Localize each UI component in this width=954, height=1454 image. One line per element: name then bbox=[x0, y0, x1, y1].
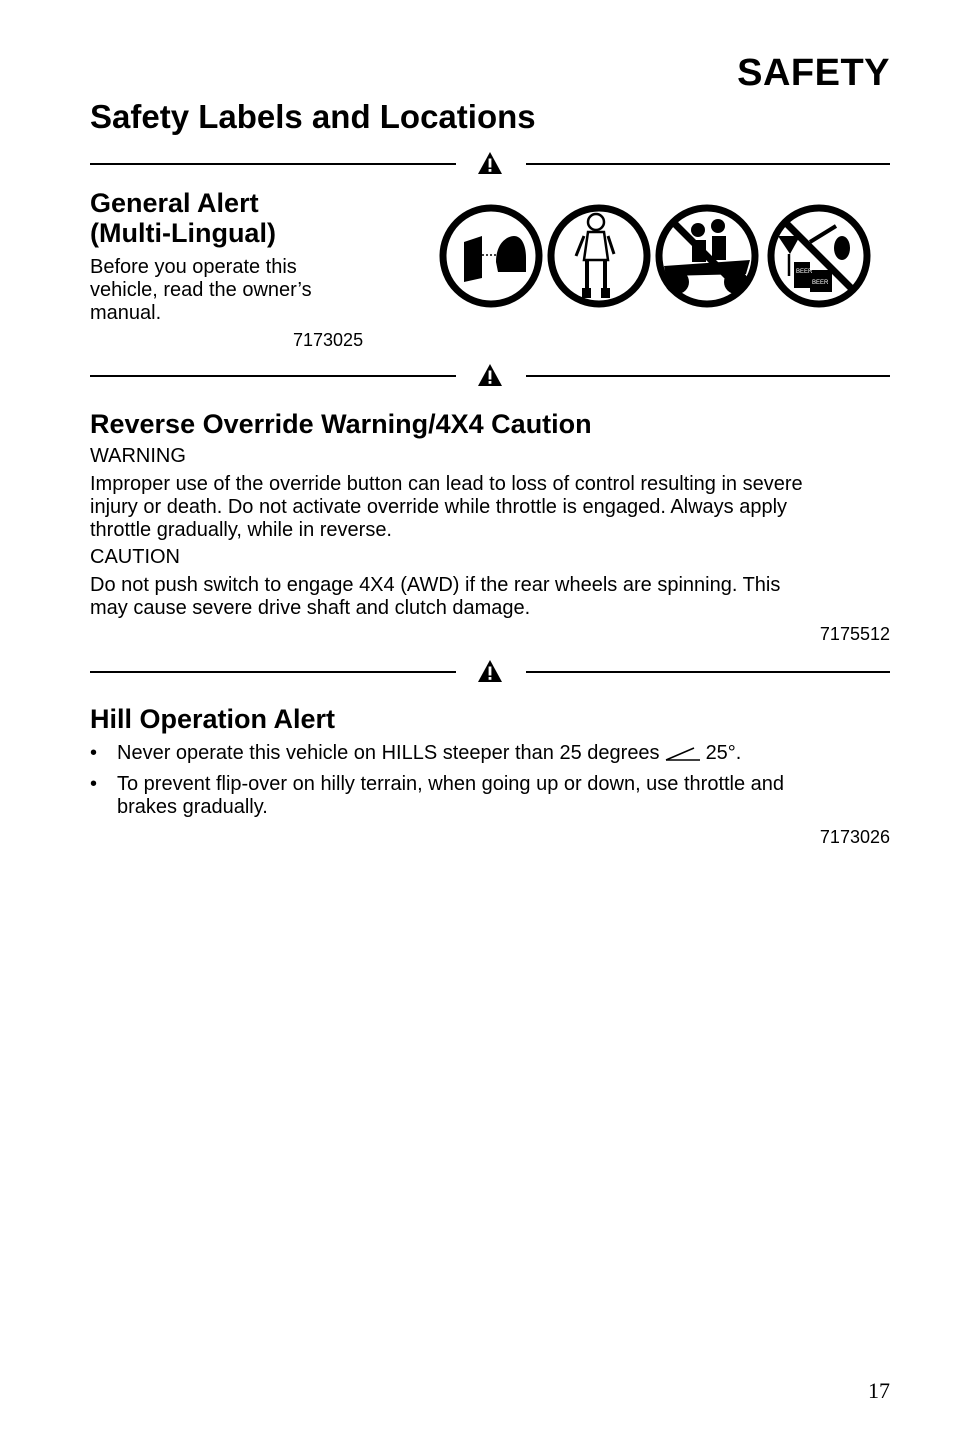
bullet: • bbox=[90, 773, 98, 795]
label-code: 7173026 bbox=[819, 827, 890, 847]
beer-label: BEER bbox=[796, 269, 813, 275]
text-line: Before you operate this bbox=[90, 256, 297, 278]
section-title: SAFETY bbox=[737, 52, 890, 94]
general-alert-title bbox=[90, 188, 276, 248]
caution-label: CAUTION bbox=[90, 546, 180, 568]
no-passenger-icon bbox=[659, 208, 755, 304]
warning-text bbox=[90, 473, 803, 542]
divider-line bbox=[90, 375, 456, 377]
read-manual-icon bbox=[443, 208, 539, 304]
hill-operation-title: Hill Operation Alert bbox=[90, 704, 336, 734]
text-line: manual. bbox=[90, 302, 162, 324]
general-alert-text bbox=[90, 256, 312, 325]
label-code: 7173025 bbox=[293, 330, 364, 350]
pictogram-strip bbox=[438, 200, 874, 312]
divider-line bbox=[90, 671, 456, 673]
bullet: • bbox=[90, 742, 98, 764]
warning-triangle-icon bbox=[477, 659, 503, 683]
reverse-override-title: Reverse Override Warning/4X4 Caution bbox=[90, 409, 592, 439]
list-item bbox=[90, 773, 890, 819]
label-code: 7175512 bbox=[819, 624, 890, 644]
text-line: To prevent flip-over on hilly terrain, when going up or down, use throttle and bbox=[117, 773, 785, 795]
protective-gear-icon bbox=[551, 208, 647, 304]
divider-line bbox=[526, 163, 890, 165]
hill-operation-list bbox=[90, 742, 890, 827]
slope-angle-icon bbox=[664, 746, 702, 762]
caution-text bbox=[90, 574, 780, 620]
divider bbox=[90, 659, 890, 685]
text-line: brakes gradually. bbox=[117, 796, 268, 818]
divider-line bbox=[526, 671, 890, 673]
text-line: vehicle, read the owner’s bbox=[90, 279, 312, 301]
general-alert-title-line: (Multi-Lingual) bbox=[90, 218, 276, 248]
text-line: may cause severe drive shaft and clutch damage. bbox=[90, 597, 531, 619]
beer-label: BEER bbox=[812, 280, 829, 286]
angle-value: 25°. bbox=[705, 742, 742, 764]
divider bbox=[90, 363, 890, 389]
warning-triangle-icon bbox=[477, 363, 503, 387]
page-heading: Safety Labels and Locations bbox=[90, 98, 536, 135]
list-item bbox=[90, 742, 890, 765]
divider-line bbox=[526, 375, 890, 377]
text-line: throttle gradually, while in reverse. bbox=[90, 519, 392, 541]
page-number: 17 bbox=[868, 1378, 890, 1403]
divider-line bbox=[90, 163, 456, 165]
text-line: injury or death. Do not activate override while throttle is engaged. Always apply bbox=[90, 496, 788, 518]
no-alcohol-drugs-icon bbox=[771, 208, 867, 304]
text-line: Improper use of the override button can lead to loss of control resulting in severe bbox=[90, 473, 803, 495]
warning-triangle-icon bbox=[477, 151, 503, 175]
general-alert-title-line: General Alert bbox=[90, 188, 259, 218]
text-line: Do not push switch to engage 4X4 (AWD) if the rear wheels are spinning. This bbox=[90, 574, 781, 596]
warning-label: WARNING bbox=[90, 445, 186, 467]
list-item-text: Never operate this vehicle on HILLS steeper than 25 degrees bbox=[117, 742, 660, 764]
divider bbox=[90, 151, 890, 177]
